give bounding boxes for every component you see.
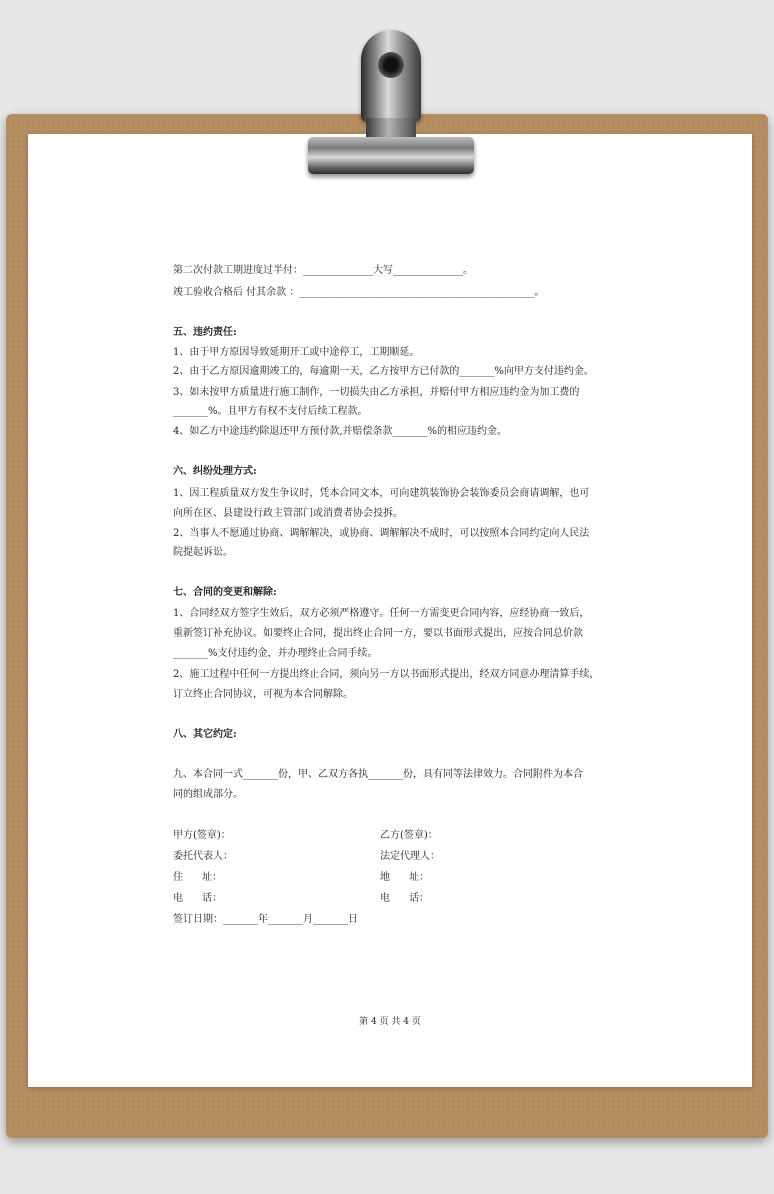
section-6-item-1: 1、因工程质量双方发生争议时，凭本合同文本，可向建筑装饰协会装饰委员会商请调解，也可	[173, 488, 590, 499]
section-6-item-2: 2、当事人不愿通过协商、调解解决，或协商、调解解决不成时，可以按照本合同约定向人民法	[173, 528, 590, 539]
section-6-item-1-cont: 向所在区、县建设行政主管部门或消费者协会投拆。	[173, 508, 403, 519]
section-5-heading: 五、违约责任:	[173, 327, 237, 338]
binder-clip-base	[308, 137, 474, 174]
section-7-item-2-cont: 订立终止合同协议，可视为本合同解除。	[173, 689, 353, 700]
party-b-phone: 电 话：	[380, 893, 430, 904]
section-5-item-1: 1、由于甲方原因导致延期开工或中途停工，工期顺延。	[173, 347, 420, 358]
section-7-item-1-cont: 重新签订补充协议。如要终止合同，提出终止合同一方，要以书面形式提出，应按合同总价款	[173, 628, 583, 639]
section-7-heading: 七、合同的变更和解除:	[173, 587, 277, 598]
section-6-heading: 六、纠纷处理方式:	[173, 466, 257, 477]
binder-clip-hole	[378, 52, 404, 78]
section-5-item-4: 4、如乙方中途违约除退还甲方预付款,并赔偿条款_______%的相应违约金。	[173, 426, 508, 437]
section-9-line-cont: 同的组成部分。	[173, 789, 243, 800]
section-6-item-2-cont: 院提起诉讼。	[173, 547, 233, 558]
party-a-phone: 电 话：	[173, 893, 223, 904]
section-5-item-3: 3、如未按甲方质量进行施工制作，一切损失由乙方承担，并赔付甲方相应违约金为加工费的	[173, 387, 580, 398]
party-b-seal: 乙方(签章)：	[380, 830, 438, 841]
section-7-item-1: 1、合同经双方签字生效后，双方必须严格遵守。任何一方需变更合同内容，应经协商一致后，	[173, 608, 590, 619]
party-b-legal-agent: 法定代理人：	[380, 851, 440, 862]
section-8-heading: 八、其它约定:	[173, 729, 237, 740]
party-a-representative: 委托代表人：	[173, 851, 233, 862]
party-a-address: 住 址：	[173, 872, 223, 883]
section-5-item-3-cont: _______%。且甲方有权不支付后续工程款。	[173, 406, 368, 417]
section-9-line: 九、本合同一式_______份，甲、乙双方各执_______份，具有同等法律效力。合同附件为本合	[173, 769, 583, 780]
payment-line-final: 竣工验收合格后 付其余款 ：_______________________________________________。	[173, 287, 545, 298]
section-7-item-1-cont2: _______%支付违约金，并办理终止合同手续。	[173, 648, 378, 659]
sign-date: 签订日期：_______年_______月_______日	[173, 914, 358, 925]
section-5-item-2: 2、由于乙方原因逾期竣工的，每逾期一天，乙方按甲方已付款的_______%向甲方支付违约金。	[173, 366, 594, 377]
party-a-seal: 甲方(签章)：	[173, 830, 231, 841]
party-b-address: 地 址：	[380, 872, 430, 883]
payment-line-2: 第二次付款工期进度过半付：______________大写______________。	[173, 265, 473, 276]
page-number: 第 4 页 共 4 页	[359, 1017, 421, 1027]
section-7-item-2: 2、施工过程中任何一方提出终止合同，须向另一方以书面形式提出，经双方同意办理清算手续，	[173, 669, 600, 680]
contract-page	[28, 134, 752, 1087]
